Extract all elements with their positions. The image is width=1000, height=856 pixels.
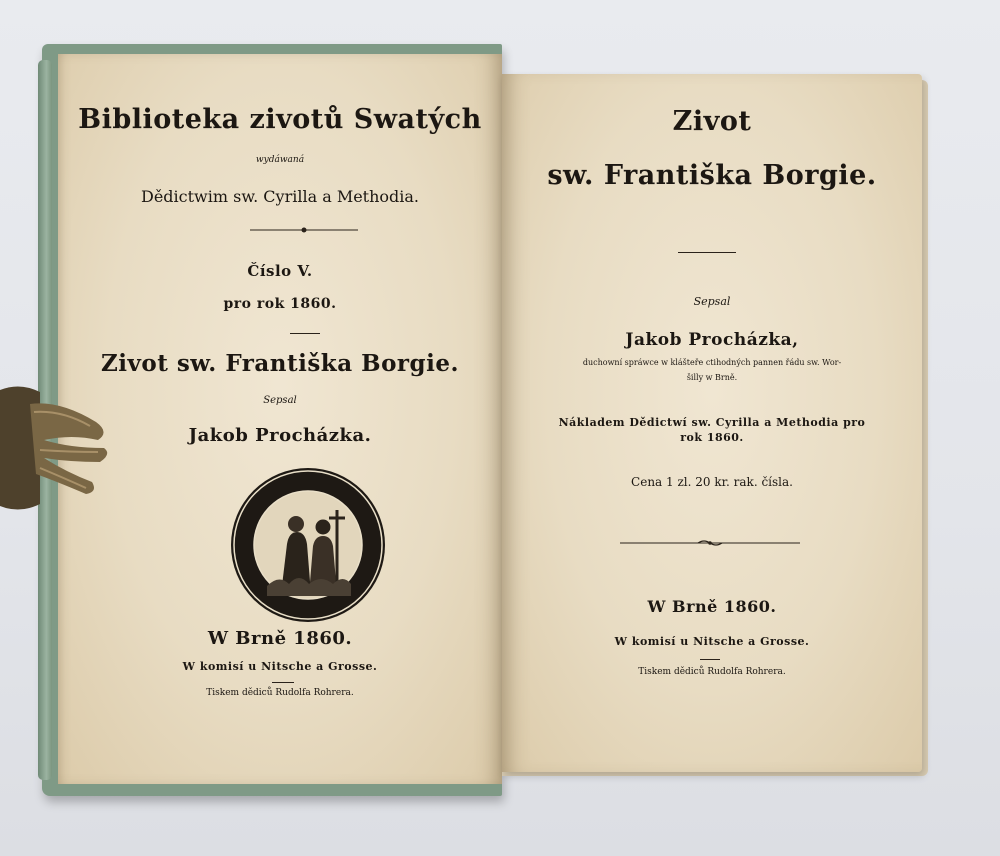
ornament-divider-icon bbox=[620, 539, 800, 547]
book-title: Zivot sw. Františka Borgie. bbox=[101, 350, 459, 377]
printer-line: Tiskem dědiců Rudolfa Rohrera. bbox=[638, 667, 786, 677]
divider-rule bbox=[290, 333, 320, 334]
place-year: W Brně 1860. bbox=[647, 597, 777, 616]
issue-year: pro rok 1860. bbox=[223, 296, 337, 312]
commission-line: W komisí u Nitsche a Grosse. bbox=[614, 635, 810, 648]
short-rule bbox=[700, 659, 720, 660]
compiled-by-label: Sepsal bbox=[263, 395, 297, 406]
publisher-line-1: Nákladem Dědictwí sw. Cyrilla a Methodia pro bbox=[558, 416, 866, 429]
commission-line: W komisí u Nitsche a Grosse. bbox=[182, 660, 378, 673]
price-line: Cena 1 zl. 20 kr. rak. čísla. bbox=[631, 475, 793, 489]
author-name: Jakob Procházka, bbox=[625, 330, 799, 350]
place-year: W Brně 1860. bbox=[207, 628, 353, 649]
seal-emblem-icon bbox=[229, 466, 387, 624]
short-rule bbox=[272, 682, 294, 683]
title-rule bbox=[678, 252, 736, 253]
series-title: Biblioteka zivotů Swatých bbox=[78, 104, 482, 135]
author-role-line-2: šilly w Brně. bbox=[686, 373, 738, 382]
title-line-1: Zivot bbox=[672, 106, 752, 137]
printer-line: Tiskem dědiců Rudolfa Rohrera. bbox=[206, 688, 354, 698]
publisher-line-2: rok 1860. bbox=[680, 431, 744, 444]
brass-clasp-icon bbox=[0, 382, 110, 512]
compiled-by-label: Sepsal bbox=[693, 295, 731, 308]
right-page bbox=[502, 74, 922, 772]
publisher-society: Dědictwim sw. Cyrilla a Methodia. bbox=[140, 187, 420, 206]
title-line-2: sw. Františka Borgie. bbox=[547, 160, 877, 191]
left-page bbox=[58, 54, 502, 784]
ornament-divider-icon bbox=[250, 226, 358, 234]
published-by-label: wydáwaná bbox=[255, 155, 305, 165]
author-name: Jakob Procházka. bbox=[188, 425, 372, 446]
issue-number: Číslo V. bbox=[247, 262, 313, 280]
author-role-line-1: duchowní spráwce w klášteře ctihodných pannen řádu sw. Wor- bbox=[582, 358, 842, 367]
